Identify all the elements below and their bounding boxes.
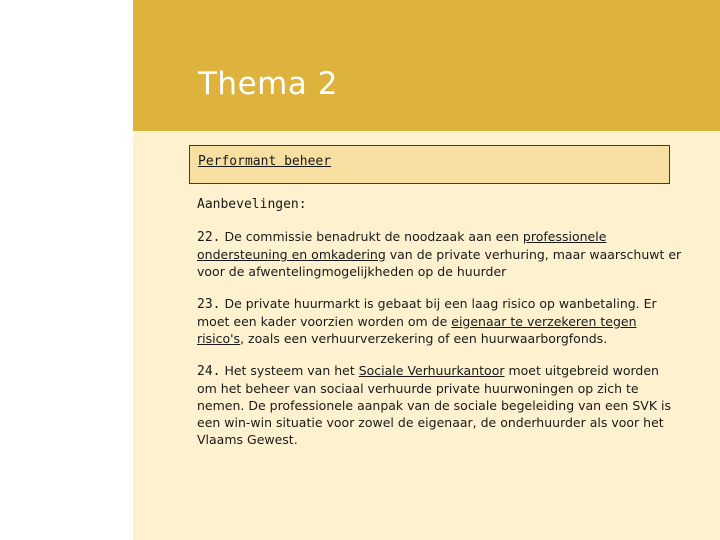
recommendation-emphasis: professionele ondersteuning en omkadering [197,229,607,262]
recommendation-23 [197,295,682,347]
recommendation-24 [197,362,682,448]
recommendation-number: 24. [197,364,221,379]
recommendation-emphasis: eigenaar te verzekeren tegen risico's [197,314,637,346]
recommendation-text: , zoals een verhuurverzekering of een huurwaarborgfonds. [240,331,608,346]
recommendations-body [197,196,682,463]
slide-title: Thema 2 [198,66,338,102]
recommendations-heading: Aanbevelingen: [197,197,307,212]
recommendation-text: moet uitgebreid worden om het beheer van sociaal verhuurde private huurwoningen op zich te nemen. De professionele aanpak van de sociale begeleiding van een SVK is een win-win situatie voor zowel de eigenaar, de onderhuurder als voor het Vlaams Gewest. [197,363,671,447]
subtitle-box [189,145,670,184]
recommendation-number: 22. [197,230,221,245]
recommendation-number: 23. [197,297,221,312]
recommendation-emphasis: Sociale Verhuurkantoor [358,363,505,378]
recommendation-text: De private huurmarkt is gebaat bij een laag risico op wanbetaling. Er moet een kader voorzien worden om de [197,296,657,329]
recommendation-text: van de private verhuring, maar waarschuwt er voor de afwentelingmogelijkheden op de huurder [197,247,682,279]
recommendation-text: Het systeem van het [220,363,359,378]
subtitle-text: Performant beheer [198,154,332,169]
recommendation-22 [197,228,682,280]
recommendation-text: De commissie benadrukt de noodzaak aan een [220,229,523,244]
